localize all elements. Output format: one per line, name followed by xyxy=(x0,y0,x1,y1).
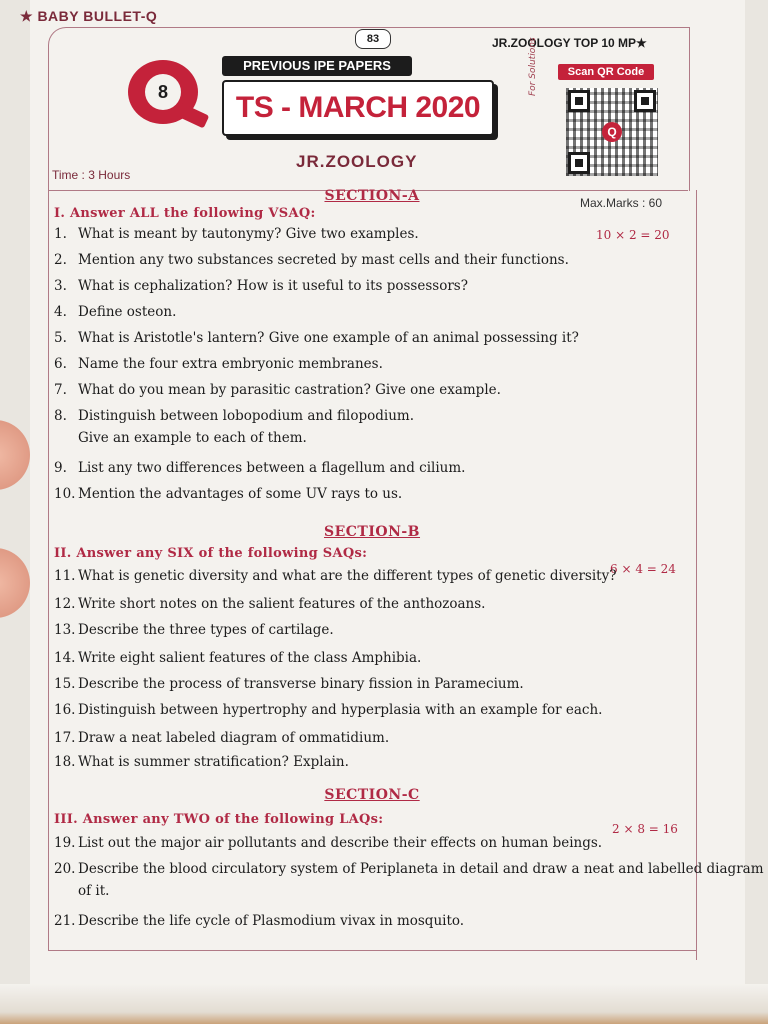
qr-finder-icon xyxy=(568,152,590,174)
question-text-continued: Give an example to each of them. xyxy=(78,430,307,446)
page-number: 83 xyxy=(355,29,391,49)
question-number: 1. xyxy=(54,226,67,242)
exam-duration: Time : 3 Hours xyxy=(52,168,131,182)
previous-papers-badge: PREVIOUS IPE PAPERS xyxy=(222,56,412,76)
question-text: Describe the life cycle of Plasmodium vivax in mosquito. xyxy=(78,913,465,929)
question-item xyxy=(54,568,616,584)
question-text: Distinguish between lobopodium and filopodium. xyxy=(78,408,415,424)
question-number: 18. xyxy=(54,754,76,770)
question-item xyxy=(54,252,569,268)
bottom-rule xyxy=(48,950,696,951)
exam-title: TS - MARCH 2020 xyxy=(222,80,494,136)
question-number: 17. xyxy=(54,730,76,746)
section-a-instruction: I. Answer ALL the following VSAQ: xyxy=(54,206,316,221)
question-number: 20. xyxy=(54,861,76,877)
question-number: 3. xyxy=(54,278,67,294)
question-number: 11. xyxy=(54,568,76,584)
question-number: 21. xyxy=(54,913,76,929)
question-item xyxy=(54,650,421,666)
question-number: 5. xyxy=(54,330,67,346)
question-text: Describe the process of transverse binary fission in Paramecium. xyxy=(78,676,524,692)
question-item xyxy=(54,226,419,242)
qr-finder-icon xyxy=(568,90,590,112)
question-item xyxy=(54,676,524,692)
question-item xyxy=(54,913,464,929)
question-item xyxy=(54,408,414,446)
question-item xyxy=(54,730,389,746)
question-item xyxy=(54,356,383,372)
question-item xyxy=(54,304,176,320)
qr-center-logo: Q xyxy=(602,122,622,142)
section-c-marks: 2 × 8 = 16 xyxy=(612,822,678,836)
question-text: Draw a neat labeled diagram of ommatidium. xyxy=(78,730,390,746)
subject-title: JR.ZOOLOGY xyxy=(296,152,418,171)
question-number: 14. xyxy=(54,650,76,666)
question-number: 19. xyxy=(54,835,76,851)
section-c-instruction: III. Answer any TWO of the following LAQs: xyxy=(54,812,384,827)
question-item xyxy=(54,622,334,638)
question-text: Distinguish between hypertrophy and hyperplasia with an example for each. xyxy=(78,702,603,718)
question-item xyxy=(54,835,602,851)
question-item xyxy=(54,330,579,346)
question-item xyxy=(54,861,764,899)
page-bottom-edge xyxy=(0,984,768,1024)
question-text: Name the four extra embryonic membranes. xyxy=(78,356,383,372)
question-text: Describe the blood circulatory system of Periplaneta in detail and draw a neat and labelled diagram xyxy=(78,861,764,877)
max-marks: Max.Marks : 60 xyxy=(580,196,663,210)
question-text: What do you mean by parasitic castration? Give one example. xyxy=(78,382,501,398)
question-text: What is summer stratification? Explain. xyxy=(78,754,349,770)
question-text: What is meant by tautonymy? Give two examples. xyxy=(78,226,419,242)
question-number: 13. xyxy=(54,622,76,638)
question-text: Mention the advantages of some UV rays to us. xyxy=(78,486,403,502)
question-text: What is genetic diversity and what are the different types of genetic diversity? xyxy=(78,568,617,584)
question-text: What is cephalization? How is it useful to its possessors? xyxy=(78,278,468,294)
question-item xyxy=(54,702,602,718)
paper-number: 8 xyxy=(145,74,181,110)
section-a-marks: 10 × 2 = 20 xyxy=(596,228,670,242)
question-text: Define osteon. xyxy=(78,304,177,320)
right-rule xyxy=(696,190,697,960)
question-text: What is Aristotle's lantern? Give one example of an animal possessing it? xyxy=(78,330,579,346)
thumb-top xyxy=(0,420,30,490)
question-item xyxy=(54,460,465,476)
question-number: 2. xyxy=(54,252,67,268)
scan-qr-label: Scan QR Code xyxy=(558,64,654,80)
section-c-heading: SECTION-C xyxy=(324,787,420,803)
q-logo-icon xyxy=(128,60,198,124)
question-text: Write eight salient features of the class Amphibia. xyxy=(78,650,422,666)
qr-code-icon[interactable] xyxy=(566,88,658,176)
question-item xyxy=(54,596,485,612)
question-number: 7. xyxy=(54,382,67,398)
section-b-heading: SECTION-B xyxy=(323,524,421,540)
question-text: Describe the three types of cartilage. xyxy=(78,622,334,638)
thumb-bottom xyxy=(0,548,30,618)
question-number: 6. xyxy=(54,356,67,372)
section-b-marks: 6 × 4 = 24 xyxy=(610,562,676,576)
question-item xyxy=(54,382,501,398)
question-text: List any two differences between a flagellum and cilium. xyxy=(78,460,466,476)
question-text: Write short notes on the salient features of the anthozoans. xyxy=(78,596,486,612)
brand-label: ★ BABY BULLET-Q xyxy=(20,8,158,24)
question-item xyxy=(54,754,349,770)
question-number: 10. xyxy=(54,486,76,502)
section-a-heading: SECTION-A xyxy=(324,188,420,204)
section-b-instruction: II. Answer any SIX of the following SAQs: xyxy=(54,546,368,561)
question-item xyxy=(54,486,402,502)
qr-finder-icon xyxy=(634,90,656,112)
running-title: JR.ZOOLOGY TOP 10 MP★ xyxy=(492,36,647,50)
left-rule xyxy=(48,190,49,950)
question-item xyxy=(54,278,468,294)
question-number: 4. xyxy=(54,304,67,320)
question-number: 9. xyxy=(54,460,67,476)
question-number: 8. xyxy=(54,408,67,424)
for-solutions-label: For Solutions xyxy=(528,37,538,96)
question-number: 15. xyxy=(54,676,76,692)
question-text-continued: of it. xyxy=(78,883,110,899)
question-number: 12. xyxy=(54,596,76,612)
question-text: List out the major air pollutants and describe their effects on human beings. xyxy=(78,835,603,851)
question-text: Mention any two substances secreted by mast cells and their functions. xyxy=(78,252,569,268)
question-number: 16. xyxy=(54,702,76,718)
